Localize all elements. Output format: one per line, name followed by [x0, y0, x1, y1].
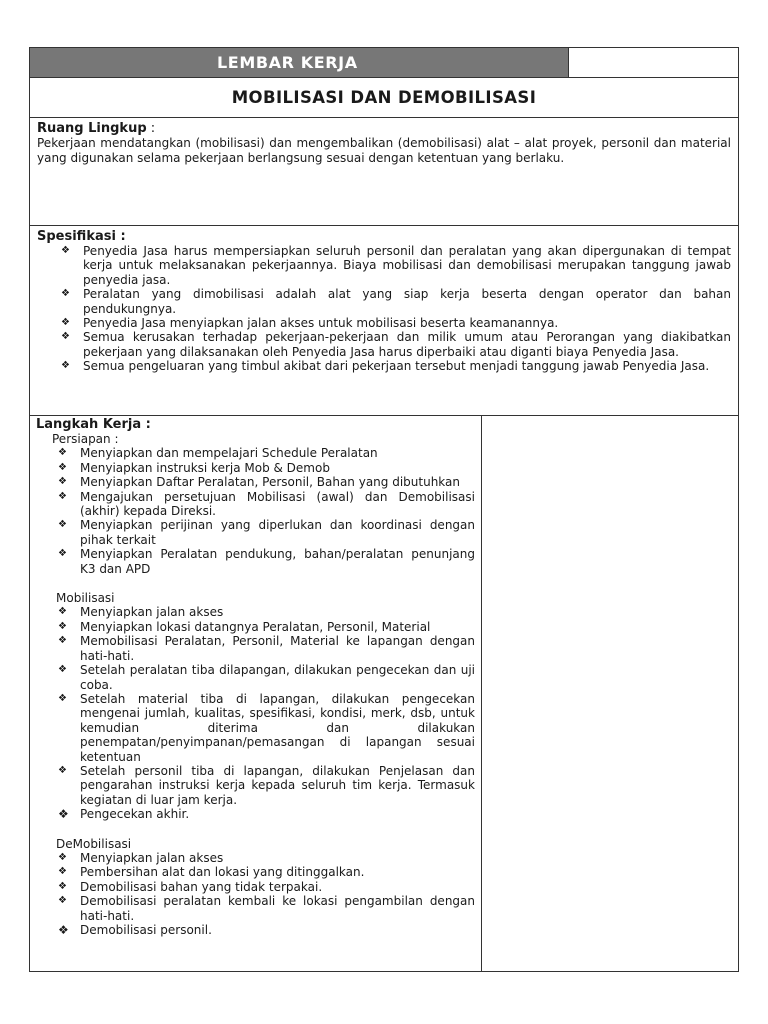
worksheet: [29, 47, 739, 972]
diamond-bullet-icon: ❖: [58, 692, 67, 704]
list-item: ❖ Setelah personil tiba di lapangan, dilakukan Penjelasan dan pengarahan instruksi kerja kepada seluruh tim kerja. Termasuk kegiatan di luar jam kerja.: [58, 763, 475, 807]
list-item: ❖ Memobilisasi Peralatan, Personil, Material ke lapangan dengan hati-hati.: [58, 634, 475, 663]
ruang-lingkup-heading: [37, 121, 731, 136]
ruang-lingkup-label: Ruang Lingkup: [37, 121, 147, 136]
list-item: ❖ Penyedia Jasa menyiapkan jalan akses untuk mobilisasi beserta keamanannya.: [61, 316, 559, 331]
list-item: ❖ Semua pengeluaran yang timbul akibat dari pekerjaan tersebut menjadi tanggung jawab Penyedia Jasa.: [61, 359, 710, 374]
list-item: ❖ Demobilisasi peralatan kembali ke lokasi pengambilan dengan hati-hati.: [58, 894, 475, 923]
demobilisasi-label: DeMobilisasi: [56, 836, 132, 851]
worksheet-title: LEMBAR KERJA: [30, 48, 569, 77]
langkah-kerja-cell: [30, 416, 482, 971]
diamond-bullet-icon: ❖: [58, 519, 67, 531]
list-item: ❖ Setelah material tiba di lapangan, dilakukan pengecekan mengenai jumlah, kualitas, spesifikasi, kondisi, merk, dsb, untuk kemudian diterima dan dilakukan penempatan/penyimpanan/pemasangan di lapangan sesuai ketentuan: [58, 691, 475, 764]
ruang-lingkup-section: [30, 118, 738, 226]
diamond-bullet-icon: ❖: [58, 606, 67, 618]
spesifikasi-list: [37, 244, 731, 374]
diamond-bullet-icon: ❖: [58, 923, 69, 937]
mobilisasi-list: [36, 605, 475, 821]
list-item: ❖ Menyiapkan dan mempelajari Schedule Peralatan: [58, 446, 378, 461]
list-item: ❖ Menyiapkan jalan akses: [58, 605, 224, 620]
diamond-bullet-icon: ❖: [61, 331, 70, 343]
diamond-bullet-icon: ❖: [58, 635, 67, 647]
header-blank-cell: [569, 48, 738, 77]
diamond-bullet-icon: ❖: [58, 447, 67, 459]
persiapan-label: Persiapan :: [52, 432, 119, 446]
diamond-bullet-icon: ❖: [61, 317, 70, 329]
persiapan-list: [36, 446, 475, 576]
document-title: MOBILISASI DAN DEMOBILISASI: [30, 78, 738, 118]
diamond-bullet-icon: ❖: [58, 548, 67, 560]
diamond-bullet-icon: ❖: [61, 360, 70, 372]
list-item: ❖ Menyiapkan jalan akses: [58, 850, 224, 865]
mobilisasi-label: Mobilisasi: [56, 591, 115, 606]
list-item: ❖ Mengajukan persetujuan Mobilisasi (awal) dan Demobilisasi (akhir) kepada Direksi.: [58, 489, 475, 519]
diamond-bullet-icon: ❖: [58, 866, 67, 878]
spesifikasi-heading: Spesifikasi :: [37, 229, 126, 244]
diamond-bullet-icon: ❖: [61, 245, 70, 256]
list-item: ❖ Pembersihan alat dan lokasi yang ditinggalkan.: [58, 865, 365, 880]
diamond-bullet-icon: ❖: [58, 476, 67, 488]
ruang-lingkup-text: Pekerjaan mendatangkan (mobilisasi) dan mengembalikan (demobilisasi) alat – alat proyek, personil dan material yang digunakan selama pekerjaan berlangsung sesuai dengan ketentuan yang berlaku.: [37, 136, 731, 165]
list-item: ❖ Pengecekan akhir.: [58, 807, 190, 822]
demobilisasi-list: [36, 851, 475, 937]
diamond-bullet-icon: ❖: [58, 461, 67, 473]
list-item: ❖ Semua kerusakan terhadap pekerjaan-pekerjaan dan milik umum atau Perorangan yang diakibatkan pekerjaan yang dilaksanakan oleh Penyedia Jasa harus diperbaiki atau diganti biaya Penyedia Jasa.: [61, 330, 731, 359]
list-item: ❖ Menyiapkan instruksi kerja Mob & Demob: [58, 460, 330, 475]
diamond-bullet-icon: ❖: [58, 895, 67, 907]
spesifikasi-section: [30, 226, 738, 416]
list-item: ❖ Peralatan yang dimobilisasi adalah alat yang siap kerja beserta dengan operator dan bahan pendukungnya.: [61, 287, 731, 316]
langkah-kerja-blank-cell: [482, 416, 738, 971]
list-item: ❖ Demobilisasi personil.: [58, 923, 212, 937]
diamond-bullet-icon: ❖: [58, 764, 67, 776]
langkah-kerja-section: [30, 416, 738, 971]
list-item: ❖ Menyiapkan lokasi datangnya Peralatan, Personil, Material: [58, 619, 431, 634]
list-item: ❖ Demobilisasi bahan yang tidak terpakai.: [58, 879, 323, 894]
list-item: ❖ Penyedia Jasa harus mempersiapkan seluruh personil dan peralatan yang akan dipergunakan di tempat kerja untuk melaksanakan pekerjaannya. Biaya mobilisasi dan demobilisasi merupakan tanggung jawab penyedia jasa.: [61, 244, 731, 287]
diamond-bullet-icon: ❖: [58, 620, 67, 632]
list-item: ❖ Menyiapkan Peralatan pendukung, bahan/peralatan penunjang K3 dan APD: [58, 547, 475, 576]
list-item: ❖ Menyiapkan perijinan yang diperlukan dan koordinasi dengan pihak terkait: [58, 518, 475, 547]
ruang-lingkup-colon: :: [146, 121, 156, 136]
list-item: ❖ Setelah peralatan tiba dilapangan, dilakukan pengecekan dan uji coba.: [58, 663, 475, 692]
diamond-bullet-icon: ❖: [61, 288, 70, 300]
list-item: ❖ Menyiapkan Daftar Peralatan, Personil, Bahan yang dibutuhkan: [58, 475, 460, 490]
langkah-kerja-heading: Langkah Kerja :: [36, 417, 151, 432]
header-row: [30, 48, 738, 78]
diamond-bullet-icon: ❖: [58, 880, 67, 892]
diamond-bullet-icon: ❖: [58, 807, 69, 822]
diamond-bullet-icon: ❖: [58, 664, 67, 676]
diamond-bullet-icon: ❖: [58, 851, 67, 863]
diamond-bullet-icon: ❖: [58, 490, 67, 502]
